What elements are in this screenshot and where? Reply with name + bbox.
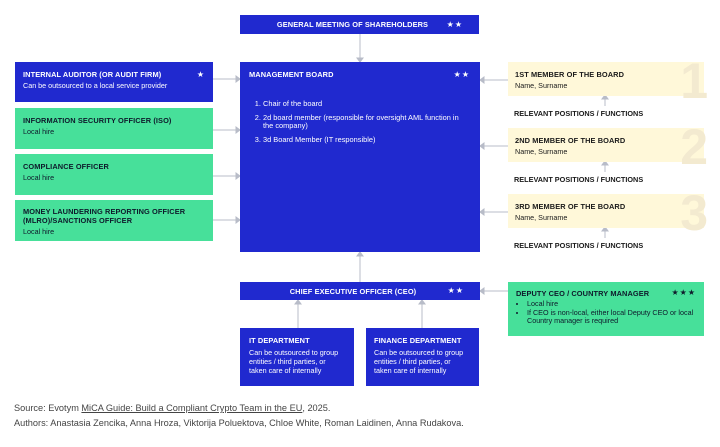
- board-member-2-number: 2: [680, 119, 708, 175]
- deputy-ceo-item: • If CEO is non-local, either local Deputy CEO or local Country manager is required: [527, 309, 707, 326]
- iso-subtitle: Local hire: [23, 127, 55, 136]
- finance-department-title: FINANCE DEPARTMENT: [374, 336, 462, 345]
- internal-auditor-stars: ★: [196, 70, 205, 79]
- management-board-item: 3. 3d Board Member (IT responsible): [263, 136, 469, 145]
- authors-line: Authors: Anastasia Zencika, Anna Hroza, Viktorija Poluektova, Chloe White, Roman Laidinen, Anna Rudakova.: [14, 418, 464, 428]
- it-department-subtitle: Can be outsourced to group entities / third parties, or taken care of internally: [249, 348, 339, 375]
- management-board-list: [251, 100, 469, 149]
- board-member-3-positions: RELEVANT POSITIONS / FUNCTIONS: [514, 241, 644, 250]
- source-line: [14, 403, 330, 413]
- board-member-1-number: 1: [680, 53, 708, 109]
- source-link[interactable]: MiCA Guide: Build a Compliant Crypto Team in the EU: [81, 403, 303, 413]
- board-member-1-positions: RELEVANT POSITIONS / FUNCTIONS: [514, 109, 644, 118]
- board-member-3-title: 3RD MEMBER OF THE BOARD: [515, 202, 626, 211]
- deputy-ceo-stars: ★★★: [671, 288, 696, 297]
- ceo-title: CHIEF EXECUTIVE OFFICER (CEO): [289, 287, 417, 296]
- source-suffix: , 2025.: [302, 403, 331, 413]
- mlro-box: [15, 200, 213, 241]
- board-member-2-box: [508, 119, 708, 175]
- management-board-stars: ★★: [453, 70, 470, 79]
- general-meeting-stars: ★★: [446, 20, 463, 29]
- it-department-box: [240, 328, 354, 386]
- mlro-subtitle: Local hire: [23, 227, 55, 236]
- general-meeting-box: [240, 15, 479, 34]
- management-board-title: MANAGEMENT BOARD: [249, 70, 334, 79]
- deputy-ceo-box: [508, 282, 704, 336]
- iso-box: [15, 108, 213, 149]
- compliance-officer-subtitle: Local hire: [23, 173, 55, 182]
- mlro-title: MONEY LAUNDERING REPORTING OFFICER (MLRO)/SANCTIONS OFFICER: [23, 207, 186, 225]
- management-board-item: 1. Chair of the board: [263, 100, 469, 109]
- board-member-2-name: Name, Surname: [515, 147, 568, 156]
- deputy-ceo-item: • Local hire: [527, 300, 707, 309]
- management-board-item: 2. 2d board member (responsible for oversight AML function in the company): [263, 114, 469, 131]
- internal-auditor-title: INTERNAL AUDITOR (OR AUDIT FIRM): [23, 70, 162, 79]
- iso-title: INFORMATION SECURITY OFFICER (ISO): [23, 116, 172, 125]
- deputy-ceo-title: DEPUTY CEO / COUNTRY MANAGER: [516, 289, 650, 298]
- finance-department-box: [366, 328, 479, 386]
- finance-department-subtitle: Can be outsourced to group entities / third parties, or taken care of internally: [374, 348, 464, 375]
- it-department-title: IT DEPARTMENT: [249, 336, 310, 345]
- compliance-officer-title: COMPLIANCE OFFICER: [23, 162, 109, 171]
- management-board-box: [240, 62, 480, 252]
- source-prefix: Source: Evotym: [14, 403, 82, 413]
- board-member-1-title: 1ST MEMBER OF THE BOARD: [515, 70, 625, 79]
- board-member-1-box: [508, 53, 708, 109]
- board-member-1-name: Name, Surname: [515, 81, 568, 90]
- board-member-3-name: Name, Surname: [515, 213, 568, 222]
- ceo-box: [240, 282, 480, 300]
- compliance-officer-box: [15, 154, 213, 195]
- deputy-ceo-list: [517, 300, 707, 326]
- board-member-3-box: [508, 185, 708, 241]
- board-member-3-number: 3: [680, 185, 708, 241]
- board-member-2-positions: RELEVANT POSITIONS / FUNCTIONS: [514, 175, 644, 184]
- board-member-2-title: 2ND MEMBER OF THE BOARD: [515, 136, 626, 145]
- internal-auditor-box: [15, 62, 213, 102]
- general-meeting-title: GENERAL MEETING OF SHAREHOLDERS: [276, 20, 429, 29]
- ceo-stars: ★★: [447, 286, 464, 295]
- internal-auditor-subtitle: Can be outsourced to a local service provider: [23, 81, 168, 90]
